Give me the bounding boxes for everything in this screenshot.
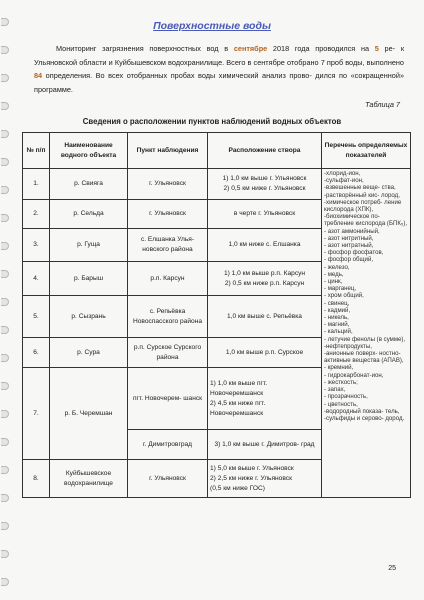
cell-object: р. Сура xyxy=(50,338,128,368)
cell-site: 1) 1,0 км выше г. Ульяновск 2) 0,5 км ниже г. Ульяновск xyxy=(208,169,322,200)
page-title: Поверхностные воды xyxy=(153,20,271,32)
cell-point: г. Ульяновск xyxy=(128,200,208,229)
intro-paragraph: Мониторинг загрязнения поверхностных вод в сентябре 2018 года проводился на 5 ре- к Ульяновской области и Куйбышевском водохранилище. Всего в сентябре отобрано 7 проб воды, выполнено 84 определения. Во всех отобранных пробах воды химический анализ прово- дился по «сокращенной» программе. xyxy=(34,44,405,94)
cell-object: р. Барыш xyxy=(50,262,128,296)
observation-points-table xyxy=(22,132,411,498)
header-object: Наименование водного объекта xyxy=(50,133,128,169)
page-number: 25 xyxy=(388,565,396,572)
cell-site: 1) 1,0 км выше пгт. Новочеремшанск 2) 4,5 км ниже пгт. Новочеремшанск xyxy=(208,368,322,430)
cell-object: р. Гуща xyxy=(50,229,128,262)
cell-site: 1,0 км выше с. Репьёвка xyxy=(208,296,322,338)
table-row xyxy=(23,169,411,200)
cell-site: в черте г. Ульяновск xyxy=(208,200,322,229)
cell-num: 4. xyxy=(23,262,50,296)
cell-num: 5. xyxy=(23,296,50,338)
rivers-count: 5 xyxy=(374,44,379,53)
cell-num: 1. xyxy=(23,169,50,200)
month-highlight: сентябре xyxy=(233,44,268,53)
cell-num: 2. xyxy=(23,200,50,229)
cell-point: р.п. Сурское Сурского района xyxy=(128,338,208,368)
table-title: Сведения о расположении пунктов наблюдений водных объектов xyxy=(82,117,342,126)
header-num: № п/п xyxy=(23,133,50,169)
cell-point: пгт. Новочерем- шанск xyxy=(128,368,208,430)
cell-params: -хлорид-ион, -сульфат-ион, -взвешенные веще- ства, -растворённый кис- лород, -химическое потреб- ление кислорода (ХПК), -биохимическое по- требление кислорода (БПК₅), - азот аммонийный, - азот нитритный, - азот нитратный, - фосфор фосфатов, - фосфор общий, - железо, - медь, - цинк, - марганец, - хром общий, - свинец, - кадмий, - никель, - магний, - кальций, - летучие фенолы (в сумме), -нефтепродукты, -анионные поверх- ностно-активные вещества (АПАВ), - кремний, - гидрокарбонат-ион, - жесткость; - запах, - прозрачность, - цветность, -водородный показа- тель, -сульфиды и серово- дород. xyxy=(322,169,411,498)
cell-site: 1,0 км ниже с. Елшанка xyxy=(208,229,322,262)
cell-point: с. Репьёвка Новоспасского района xyxy=(128,296,208,338)
cell-site: 1,0 км выше р.п. Сурское xyxy=(208,338,322,368)
header-point: Пункт наблюдения xyxy=(128,133,208,169)
cell-point: г. Димитровград xyxy=(128,430,208,460)
cell-site: 1) 1,0 км выше р.п. Карсун 2) 0,5 км ниже р.п. Карсун xyxy=(208,262,322,296)
cell-object: р. Сельда xyxy=(50,200,128,229)
cell-num: 6. xyxy=(23,338,50,368)
table-number: Таблица 7 xyxy=(365,100,400,109)
binder-edge xyxy=(0,0,12,600)
header-params: Перечень определяемых показателей xyxy=(322,133,411,169)
cell-site: 1) 5,0 км выше г. Ульяновск 2) 2,5 км ниже г. Ульяновск (0,5 км ниже ГОС) xyxy=(208,460,322,498)
cell-object: Куйбышевское водохранилище xyxy=(50,460,128,498)
cell-num: 3. xyxy=(23,229,50,262)
cell-point: р.п. Карсун xyxy=(128,262,208,296)
determinations-count: 84 xyxy=(34,71,43,80)
cell-num: 8. xyxy=(23,460,50,498)
cell-point: г. Ульяновск xyxy=(128,169,208,200)
cell-object: р. Б. Черемшан xyxy=(50,368,128,460)
cell-point: г. Ульяновск xyxy=(128,460,208,498)
cell-num: 7. xyxy=(23,368,50,460)
cell-object: р. Сызрань xyxy=(50,296,128,338)
cell-point: с. Елшанка Улья- новского района xyxy=(128,229,208,262)
cell-object: р. Свияга xyxy=(50,169,128,200)
header-site: Расположение створа xyxy=(208,133,322,169)
cell-site: 3) 1,0 км выше г. Димитров- град xyxy=(208,430,322,460)
